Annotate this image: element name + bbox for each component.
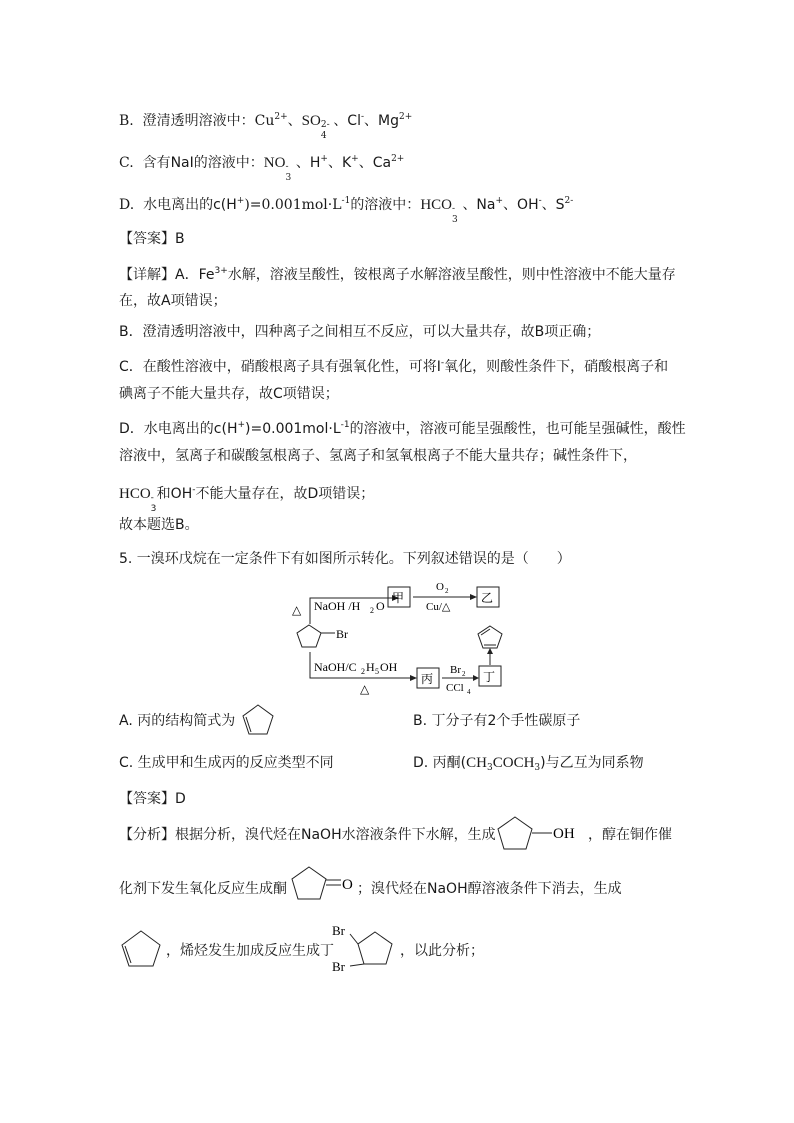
svg-text:△: △ [292, 603, 302, 617]
svg-text:2: 2 [445, 587, 449, 595]
explanation-line: 溶液中，氢离子和碳酸氢根离子、氢离子和氢氧根离子不能大量共存；碱性条件下， [119, 448, 637, 464]
svg-text:2: 2 [361, 667, 365, 676]
cyclopentene-icon [240, 703, 276, 737]
answer-label: 【答案】B [119, 231, 185, 247]
analysis-line: ；溴代烃在NaOH醇溶液条件下消去，生成 [357, 881, 622, 897]
option-b: B. 澄清透明溶液中：$Cu^{2+}$、SO 2- 4 、Cl-、$Mg^{2+}$ [119, 112, 413, 141]
svg-text:丁: 丁 [483, 670, 496, 684]
cyclopentane-ring [297, 625, 321, 647]
svg-text:Br: Br [332, 923, 345, 938]
cyclopentene-structure [119, 929, 163, 969]
analysis-line: ，以此分析； [400, 943, 484, 959]
svg-text:Br: Br [450, 664, 461, 676]
option-d: D. 水电离出的$c(H^+)=0.001mol\cdot L^{-1}$的溶液中：HCO - 3 、Na+、OH-、$S^{2-}$ [119, 196, 574, 225]
explanation-line: HCO - 3 和OH-不能大量存在，故D项错误； [119, 485, 375, 514]
svg-text:Br: Br [336, 627, 348, 641]
explanation-line: 【详解】A．$Fe^{3+}$水解，溶液呈酸性，铵根离子水解溶液呈酸性，则中性溶液中不能大量存 [119, 266, 676, 283]
q5-option-a: A. 丙的结构简式为 [119, 713, 236, 729]
svg-text:Cu/△: Cu/△ [426, 601, 451, 613]
svg-text:Br: Br [332, 959, 345, 974]
svg-text:△: △ [360, 682, 370, 696]
svg-text:2: 2 [370, 606, 374, 615]
svg-text:4: 4 [467, 688, 471, 696]
explanation-line: 在，故A项错误； [119, 293, 227, 309]
analysis-line: 【分析】根据分析，溴代烃在NaOH水溶液条件下水解，生成 [119, 827, 496, 843]
cyclopentanone-structure [289, 865, 359, 903]
svg-text:OH: OH [553, 826, 575, 842]
svg-text:O: O [376, 599, 385, 613]
q5-option-d: D. 丙酮$(CH_3COCH_3)$与乙互为同系物 [413, 755, 644, 773]
reaction-scheme [280, 572, 520, 702]
analysis-line: ，烯烃发生加成反应生成丁 [166, 943, 334, 959]
svg-text:O: O [342, 877, 353, 893]
dibromocyclopentane-structure [330, 920, 398, 976]
svg-text:5: 5 [375, 667, 379, 676]
svg-text:2: 2 [462, 670, 466, 678]
svg-text:NaOH /H: NaOH /H [314, 599, 361, 613]
explanation-line: B．澄清透明溶液中，四种离子之间相互不反应，可以大量共存，故B项正确； [119, 324, 601, 340]
svg-text:H: H [366, 660, 375, 674]
svg-text:甲: 甲 [392, 591, 405, 605]
svg-text:OH: OH [380, 660, 398, 674]
explanation-line: 故本题选B。 [119, 517, 199, 533]
svg-text:乙: 乙 [481, 591, 494, 605]
option-c: C. 含有NaI的溶液中：NO - 3 、H+、K+、$Ca^{2+}$ [119, 154, 405, 183]
answer-label-2: 【答案】D [119, 791, 186, 807]
explanation-line: D．水电离出的$c(H^+)=0.001mol\cdot L^{-1}$的溶液中，溶液可能呈强酸性，也可能呈强碱性，酸性 [119, 420, 686, 437]
svg-text:O: O [436, 581, 444, 593]
explanation-line: C．在酸性溶液中，硝酸根离子具有强氧化性，可将I-氧化，则酸性条件下，硝酸根离子和 [119, 358, 669, 375]
q5-option-c: C. 生成甲和生成丙的反应类型不同 [119, 755, 334, 771]
cyclopentanol-structure [495, 815, 585, 853]
question-5-stem: 5. 一溴环戊烷在一定条件下有如图所示转化。下列叙述错误的是（ ） [119, 551, 571, 567]
svg-text:丙: 丙 [421, 672, 434, 686]
svg-text:NaOH/C: NaOH/C [314, 660, 357, 674]
svg-text:CCl: CCl [446, 682, 464, 694]
q5-option-b: B. 丁分子有2个手性碳原子 [413, 713, 581, 729]
analysis-line: ，醇在铜作催 [588, 827, 672, 843]
explanation-line: 碘离子不能大量共存，故C项错误； [119, 386, 339, 402]
analysis-line: 化剂下发生氧化反应生成酮 [119, 881, 287, 897]
